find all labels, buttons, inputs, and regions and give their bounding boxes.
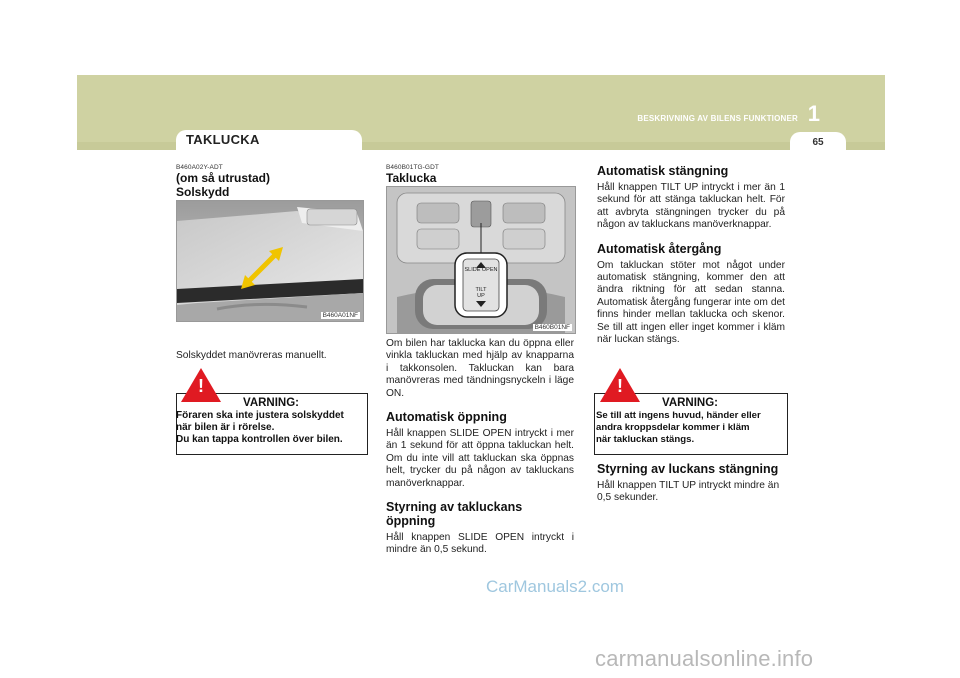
column-closing (597, 164, 785, 346)
warning-title: VARNING: (243, 397, 300, 409)
page-number: 65 (812, 137, 824, 148)
control-open-text: Håll knappen SLIDE OPEN intryckt i mindre än 0,5 sekund. (386, 532, 574, 556)
figure-label: B460B01NF (534, 324, 570, 331)
sunshade-title-line1: (om så utrustad) (176, 171, 271, 185)
column-sunroof (386, 164, 574, 185)
tilt-up-label-line1: TILT (475, 287, 487, 293)
sunshade-figure (176, 200, 364, 322)
warning-line: Se till att ingens huvud, händer eller (596, 410, 761, 421)
chapter-number: 1 (807, 101, 820, 126)
control-close-block (597, 462, 785, 505)
watermark-link[interactable]: CarManuals2.com (486, 577, 624, 596)
footer-site-link[interactable]: carmanualsonline.info (595, 646, 814, 671)
tilt-up-label-line2: UP (477, 293, 485, 299)
auto-return-text: Om takluckan stöter mot något under automatisk stängning, kommer den att ändra riktning för att sedan stanna. Automatisk återgång fungerar inte om det finns hinder mellan taklucka och skenor. Se till att ingen eller inget kommer i kläm när luckan stängs. (597, 259, 785, 346)
control-close-heading: Styrning av luckans stängning (597, 462, 779, 476)
auto-open-text: Håll knappen SLIDE OPEN intryckt i mer än 1 sekund för att öppna takluckan helt. Om du inte vill att takluckan ska öppnas helt, trycker du på någon av takluckans manöverknappar. (386, 428, 574, 489)
warning-line: när takluckan stängs. (596, 434, 695, 445)
warning-text (596, 410, 786, 446)
sunroof-intro: Om bilen har taklucka kan du öppna eller vinkla takluckan med hjälp av knapparna i takkonsolen. Takluckan kan bara manövreras med tändningsnyckeln i läge ON. (386, 338, 574, 399)
warning-line: Föraren ska inte justera solskyddet (176, 410, 344, 421)
exclamation-icon: ! (617, 376, 623, 396)
console-illustration (387, 187, 575, 333)
sunshade-title-line2: Solskydd (176, 185, 230, 199)
tilt-up-button (463, 287, 499, 299)
sunroof-text-block (386, 338, 574, 557)
sunroof-title: Taklucka (386, 171, 437, 185)
control-close-text: Håll knappen TILT UP intryckt mindre än 0,5 sekunder. (597, 480, 780, 504)
sunshade-illustration (177, 201, 363, 321)
warning-line: när bilen är i rörelse. (176, 422, 275, 433)
section-code: B460B01TG-GDT (386, 164, 439, 171)
auto-open-heading: Automatisk öppning (386, 410, 507, 425)
sunroof-figure (386, 186, 576, 334)
warning-line: Du kan tappa kontrollen över bilen. (176, 434, 343, 445)
auto-close-heading: Automatisk stängning (597, 164, 729, 178)
figure-label: B460A01NF (322, 312, 358, 319)
control-open-heading: Styrning av takluckans öppning (386, 500, 523, 529)
slide-open-button: SLIDE OPEN (464, 267, 498, 273)
exclamation-icon: ! (198, 376, 204, 396)
section-title: TAKLUCKA (186, 132, 260, 147)
auto-close-text: Håll knappen TILT UP intryckt i mer än 1 sekund för att stänga takluckan helt. För att avbryta stängningen trycker du på någon av takluckans manöverknappar. (597, 182, 785, 231)
column-sunshade (176, 164, 362, 199)
chapter-title: BESKRIVNING AV BILENS FUNKTIONER (637, 114, 798, 123)
section-code: B460A02Y-ADT (176, 164, 223, 171)
warning-line: andra kroppsdelar kommer i kläm (596, 422, 750, 433)
sunshade-text: Solskyddet manövreras manuellt. (176, 350, 327, 361)
warning-title: VARNING: (662, 397, 719, 409)
auto-return-heading: Automatisk återgång (597, 241, 722, 256)
warning-text (176, 410, 368, 446)
